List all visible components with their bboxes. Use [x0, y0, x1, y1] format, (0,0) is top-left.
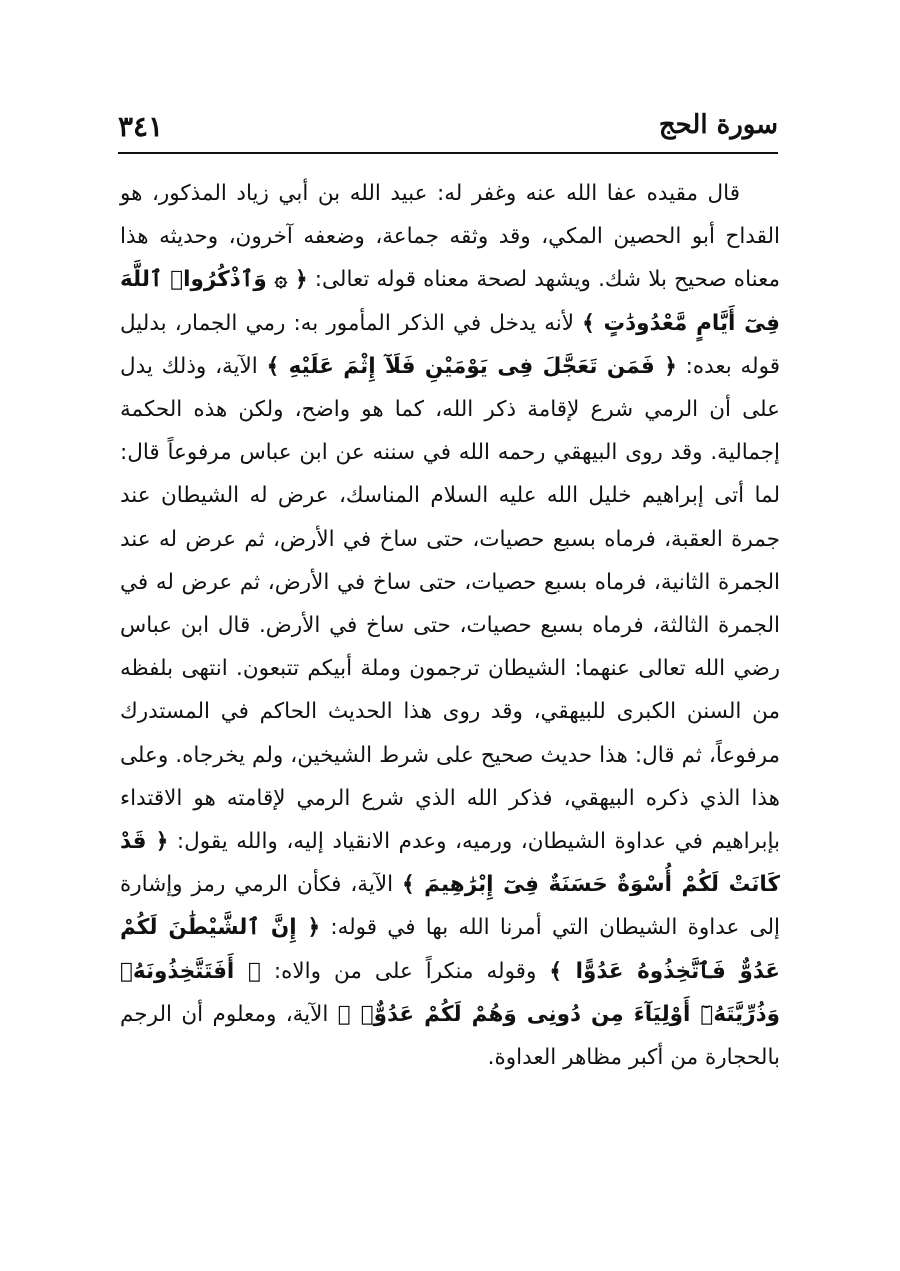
text-segment: الآية، ومعلوم أن الرجم بالحجارة من أكبر مظاهر العداوة.: [120, 1001, 780, 1071]
surah-title: سورة الحج: [658, 110, 778, 140]
page-number: ٣٤١: [118, 110, 164, 143]
page-header: [118, 108, 778, 154]
text-segment: الآية، فكأن الرمي رمز وإشارة إلى عداوة الشيطان التي أمرنا الله بها في قوله:: [120, 872, 780, 941]
quran-verse: ﴿ فَمَن تَعَجَّلَ فِى يَوْمَيْنِ فَلَآ إِثْمَ عَلَيْهِ ﴾: [266, 353, 677, 379]
quran-verse: ﴿ ۞ وَٱذْكُرُوا۟ ٱللَّهَ فِىٓ أَيَّامٍ مَّعْدُودَٰتٍ ﴾: [120, 267, 781, 336]
quran-verse: ﴿ أَفَتَتَّخِذُونَهُۥ وَذُرِّيَّتَهُۥٓ أَوْلِيَآءَ مِن دُونِى وَهُمْ لَكُمْ عَدُوٌّۢ ﴾: [120, 958, 780, 1027]
text-segment: وقوله منكراً على من والاه:: [260, 958, 550, 984]
quran-verse: ﴿ قَدْ كَانَتْ لَكُمْ أُسْوَةٌ حَسَنَةٌ فِىٓ إِبْرَٰهِيمَ ﴾: [120, 829, 780, 898]
text-segment: لأنه يدخل في الذكر المأمور به: رمي الجمار، بدليل قوله بعده:: [120, 310, 780, 379]
body-text: [120, 172, 780, 1079]
paragraph: [120, 172, 780, 1079]
quran-verse: ﴿ إِنَّ ٱلشَّيْطَٰنَ لَكُمْ عَدُوٌّ فَٱتَّخِذُوهُ عَدُوًّا ﴾: [120, 915, 780, 984]
text-segment: الآية، وذلك يدل على أن الرمي شرع لإقامة ذكر الله، كما هو واضح، ولكن هذه الحكمة إجمالية. وقد روى البيهقي رحمه الله في سننه عن ابن عباس مرفوعاً قال: لما أتى إبراهيم خليل الله عليه السلام المناسك، عرض له الشيطان عند جمرة العقبة، فرماه بسبع حصيات، حتى ساخ في الأرض، ثم عرض له عند الجمرة الثانية، فرماه بسبع حصيات، حتى ساخ في الأرض، ثم عرض له في الجمرة الثالثة، فرماه بسبع حصيات، حتى ساخ في الأرض. قال ابن عباس رضي الله تعالى عنهما: الشيطان ترجمون وملة أبيكم تتبعون. انتهى بلفظه من السنن الكبرى للبيهقي، وقد روى هذا الحديث الحاكم في المستدرك مرفوعاً، ثم قال: هذا حديث صحيح على شرط الشيخين، ولم يخرجاه. وعلى هذا الذي ذكره البيهقي، فذكر الله الذي شرع الرمي لإقامته هو الاقتداء بإبراهيم في عداوة الشيطان، ورميه، وعدم الانقياد إليه، والله يقول:: [120, 353, 780, 855]
text-segment: قال مقيده عفا الله عنه وغفر له: عبيد الله بن أبي زياد المذكور، هو القداح أبو الحصين المكي، وقد وثقه جماعة، وضعفه آخرون، وحديثه هذا معناه صحيح بلا شك. ويشهد لصحة معناه قوله تعالى:: [120, 181, 780, 293]
